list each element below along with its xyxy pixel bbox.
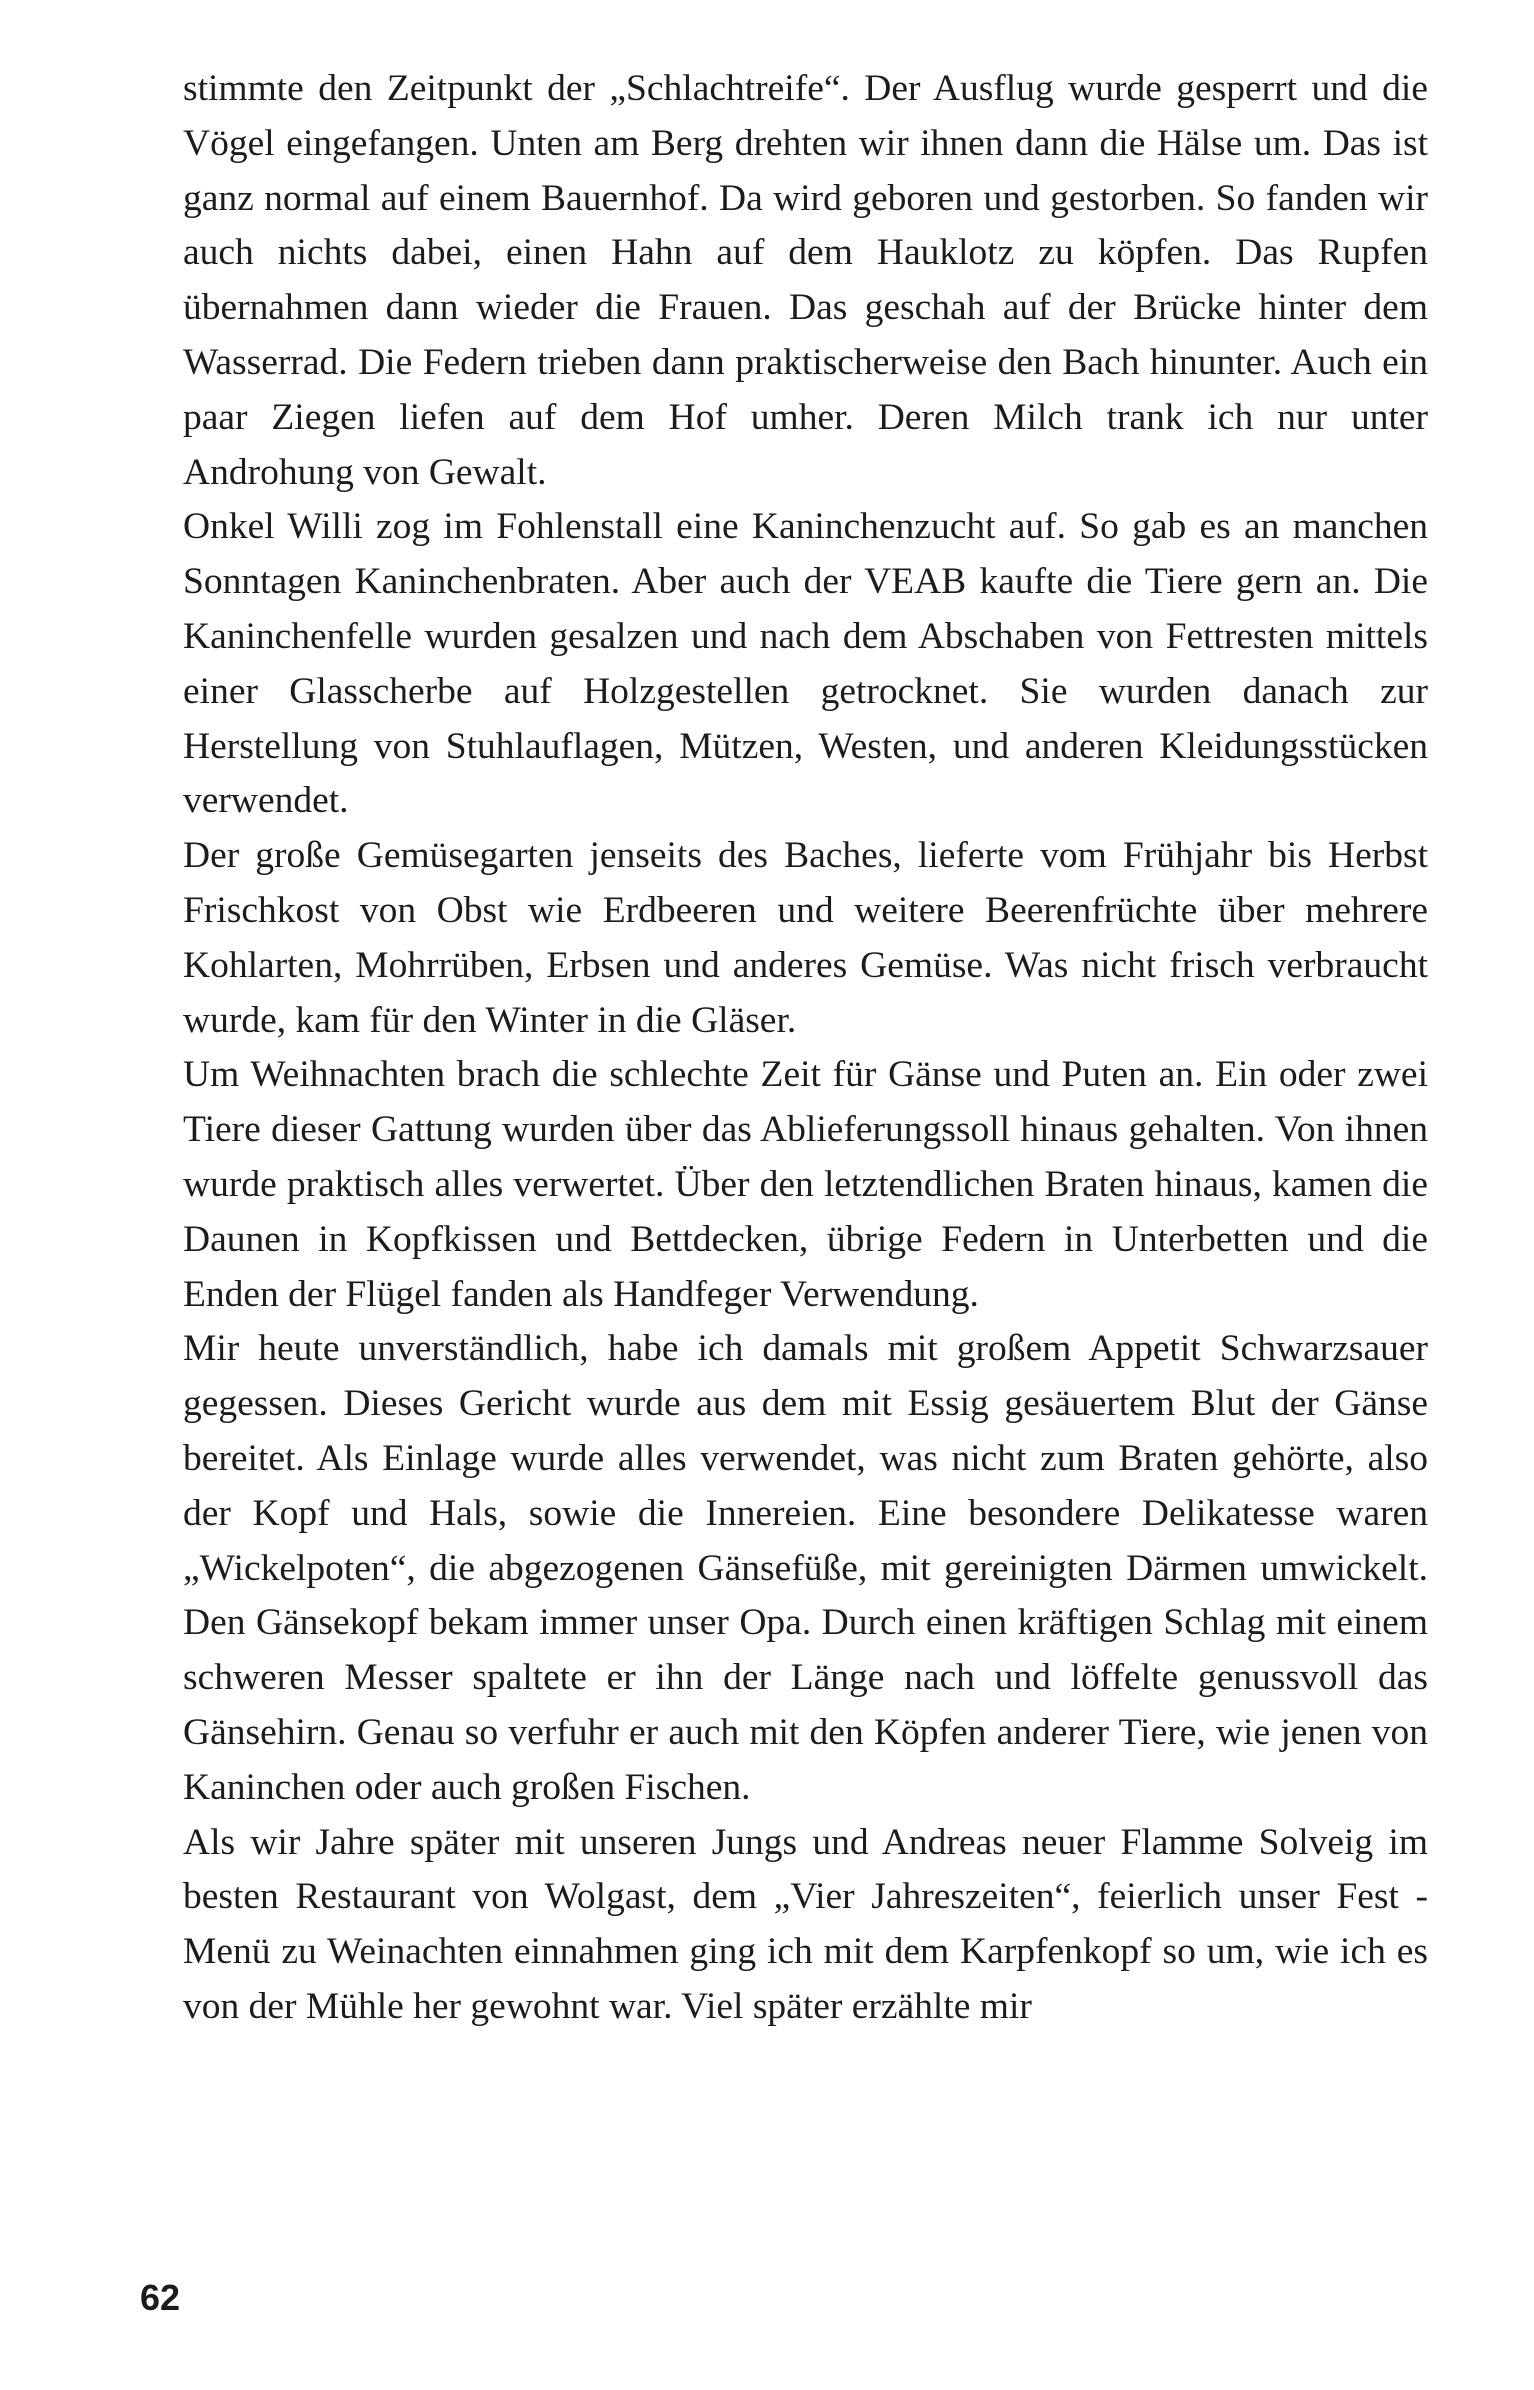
paragraph-1: stimmte den Zeitpunkt der „Schlachtreife“. Der Ausflug wurde gesperrt und die Vögel eingefangen. Unten am Berg drehten wir ihnen dann die Hälse um. Das ist ganz normal auf einem Bauernhof. Da wird geboren und gestorben. So fanden wir auch nichts dabei, einen Hahn auf dem Hauklotz zu köpfen. Das Rupfen übernahmen dann wieder die Frauen. Das geschah auf der Brücke hinter dem Wasserrad. Die Federn trieben dann praktischerweise den Bach hinunter. Auch ein paar Ziegen liefen auf dem Hof umher. Deren Milch trank ich nur unter Androhung von Gewalt.: [183, 68, 1428, 493]
paragraph-4: Um Weihnachten brach die schlechte Zeit für Gänse und Puten an. Ein oder zwei Tiere dieser Gattung wurden über das Ablieferungssoll hinaus gehalten. Von ihnen wurde praktisch alles verwertet. Über den letztendlichen Braten hinaus, kamen die Daunen in Kopfkissen und Bettdecken, übrige Federn in Unterbetten und die Enden der Flügel fanden als Handfeger Verwendung.: [183, 1054, 1428, 1315]
body-text: [183, 62, 1428, 2035]
paragraph-6: Als wir Jahre später mit unseren Jungs und Andreas neuer Flamme Solveig im besten Restaurant von Wolgast, dem „Vier Jahreszeiten“, feierlich unser Fest - Menü zu Weinachten einnahmen ging ich mit dem Karpfenkopf so um, wie ich es von der Mühle her gewohnt war. Viel später erzählte mir: [183, 1821, 1428, 2027]
paragraph-2: Onkel Willi zog im Fohlenstall eine Kaninchenzucht auf. So gab es an manchen Sonntagen Kaninchenbraten. Aber auch der VEAB kaufte die Tiere gern an. Die Kaninchenfelle wurden gesalzen und nach dem Abschaben von Fettresten mittels einer Glasscherbe auf Holzgestellen getrocknet. Sie wurden danach zur Herstellung von Stuhlauflagen, Mützen, Westen, und anderen Kleidungsstücken verwendet.: [183, 506, 1428, 822]
paragraph-5: Mir heute unverständlich, habe ich damals mit großem Appetit Schwarzsauer gegessen. Dieses Gericht wurde aus dem mit Essig gesäuertem Blut der Gänse bereitet. Als Einlage wurde alles verwendet, was nicht zum Braten gehörte, also der Kopf und Hals, sowie die Innereien. Eine besondere Delikatesse waren „Wickelpoten“, die abgezogenen Gänsefüße, mit gereinigten Därmen umwickelt. Den Gänsekopf bekam immer unser Opa. Durch einen kräftigen Schlag mit einem schweren Messer spaltete er ihn der Länge nach und löffelte genussvoll das Gänsehirn. Genau so verfuhr er auch mit den Köpfen anderer Tiere, wie jenen von Kaninchen oder auch großen Fischen.: [183, 1328, 1428, 1808]
page-number: 62: [140, 2277, 181, 2318]
paragraph-3: Der große Gemüsegarten jenseits des Baches, lieferte vom Frühjahr bis Herbst Frischkost von Obst wie Erdbeeren und weitere Beerenfrüchte über mehrere Kohlarten, Mohrrüben, Erbsen und anderes Gemüse. Was nicht frisch verbraucht wurde, kam für den Winter in die Gläser.: [183, 835, 1428, 1041]
